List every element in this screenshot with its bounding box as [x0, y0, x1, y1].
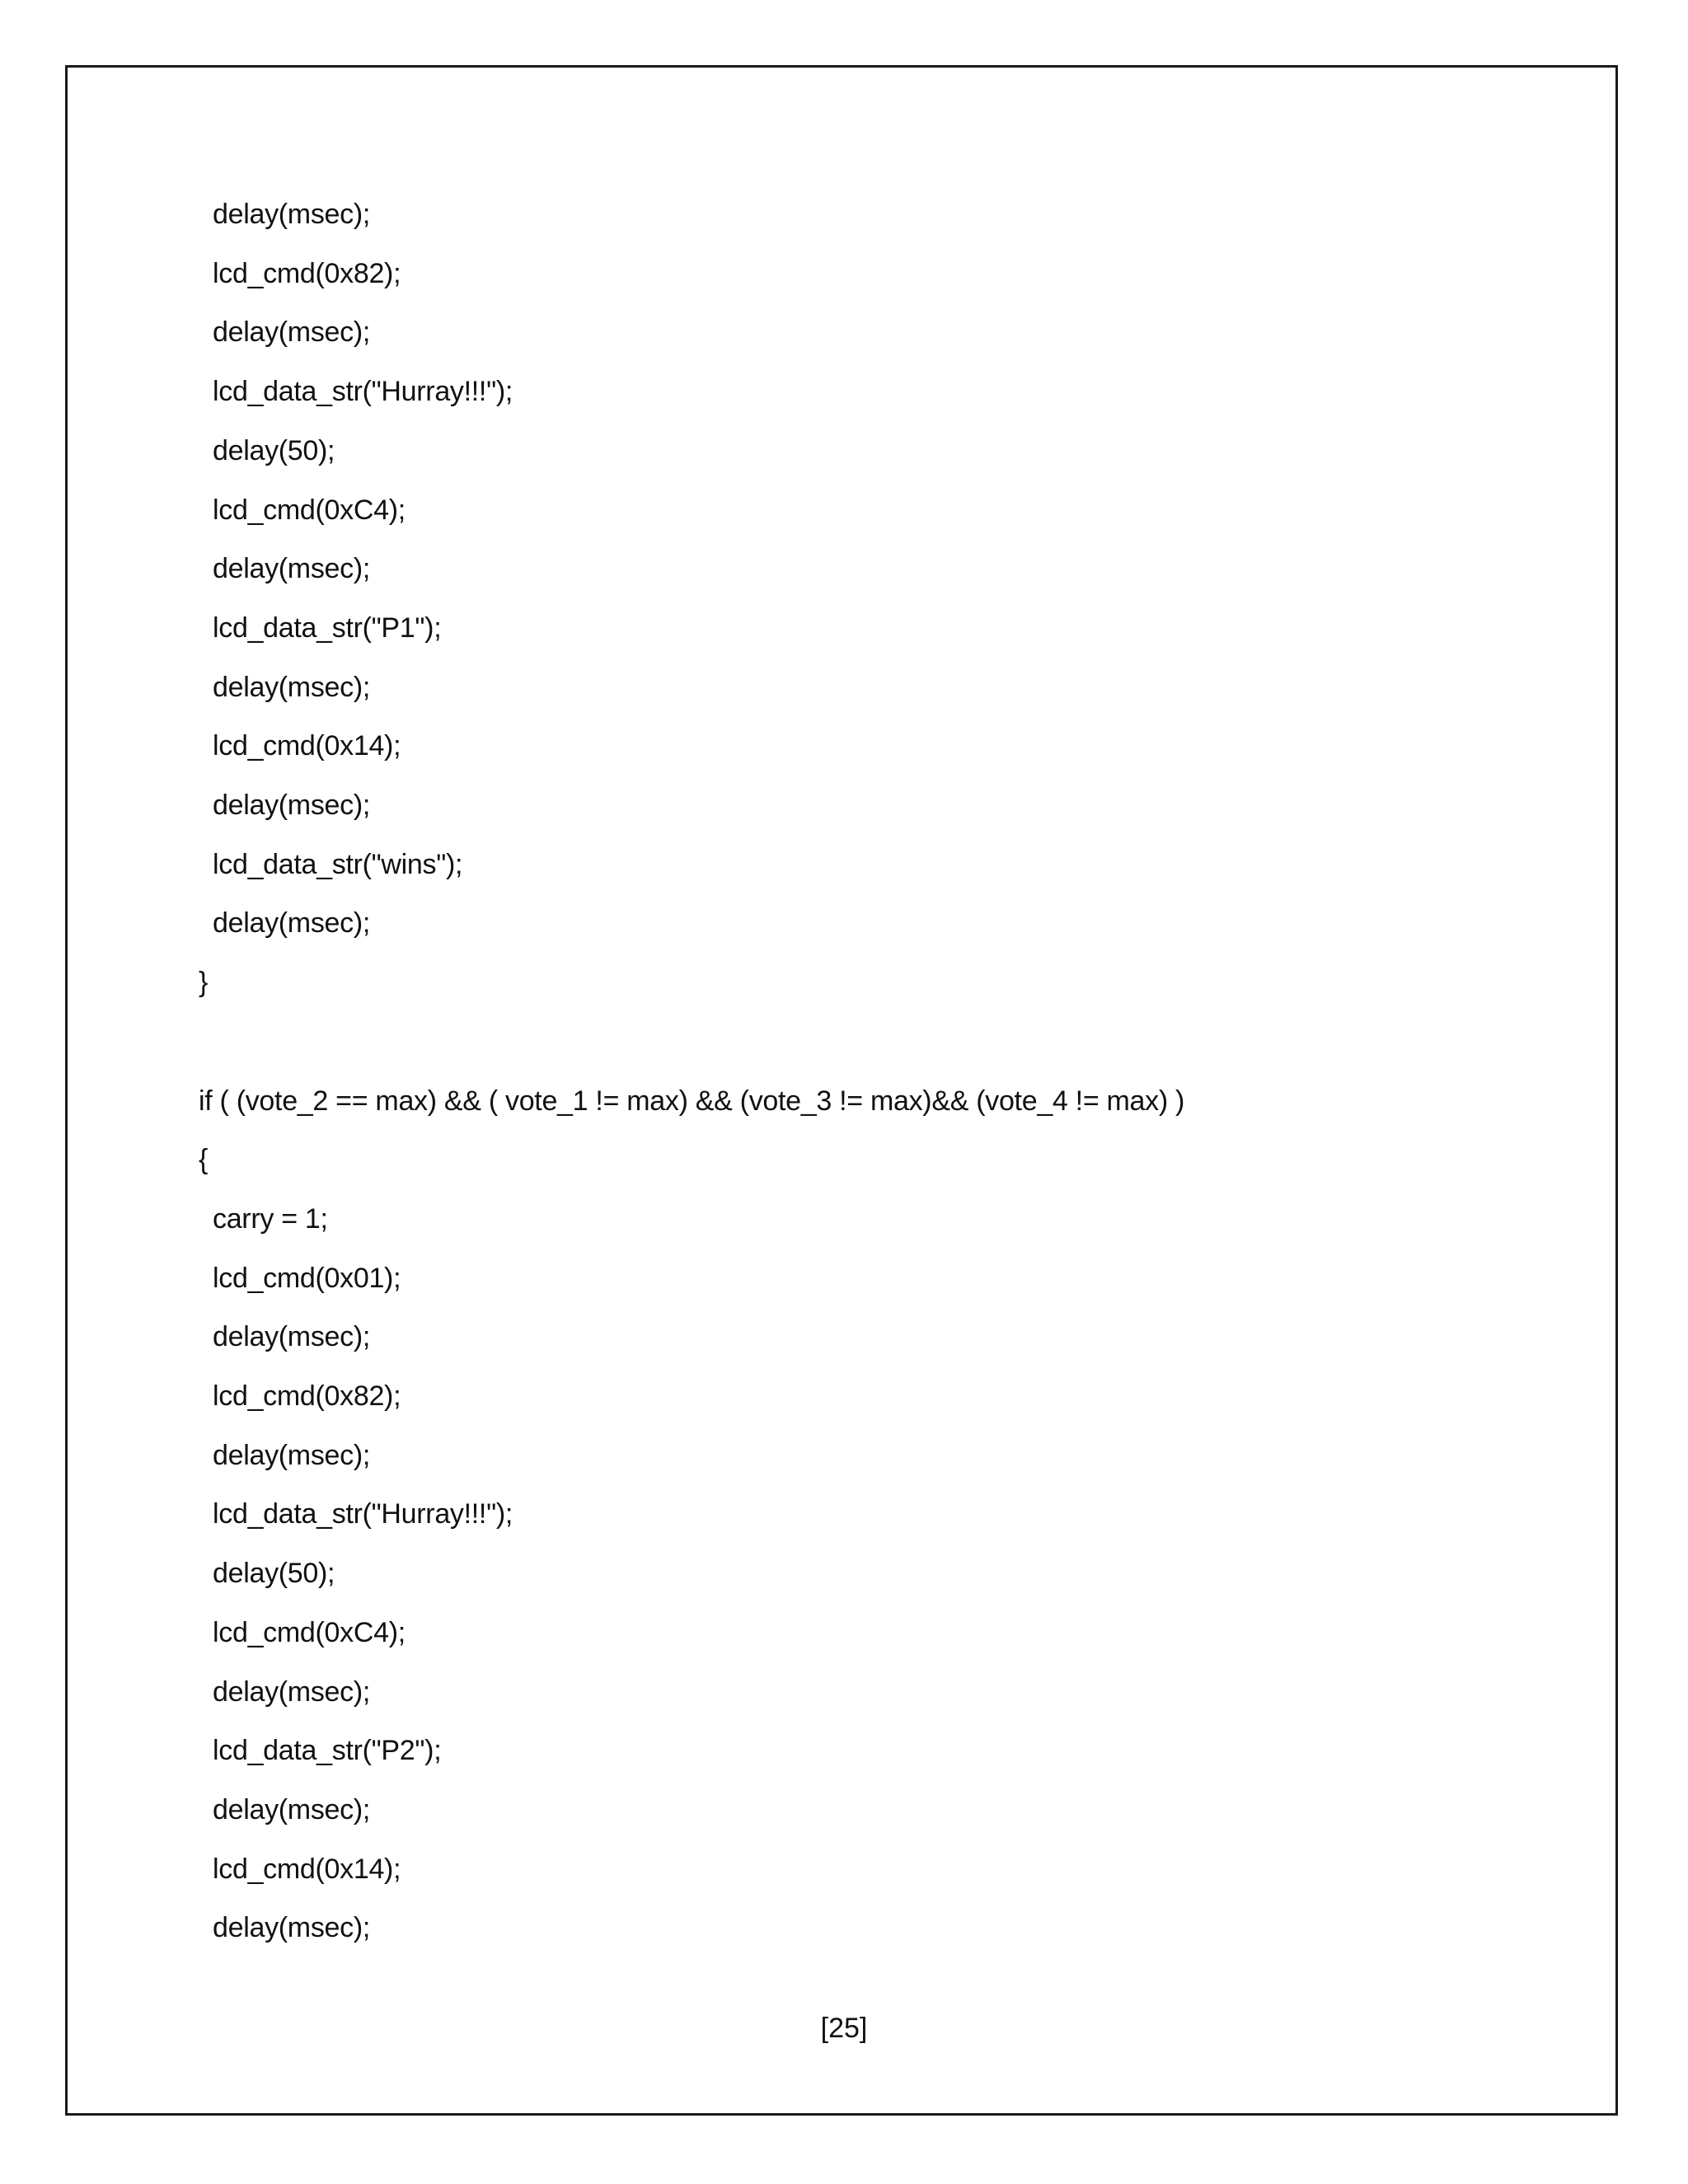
code-line: delay(msec);: [213, 1676, 371, 1708]
code-line: }: [199, 967, 209, 998]
code-line: lcd_cmd(0x82);: [213, 258, 401, 289]
code-line: delay(msec);: [213, 1440, 371, 1471]
code-line: lcd_data_str("Hurray!!!");: [213, 1498, 513, 1530]
code-line: lcd_data_str("wins");: [213, 849, 463, 880]
code-line: delay(50);: [213, 1558, 335, 1589]
code-line: delay(msec);: [213, 199, 371, 230]
code-line: delay(msec);: [213, 672, 371, 703]
code-line: delay(msec);: [213, 1912, 371, 1943]
code-line: delay(50);: [213, 435, 335, 466]
code-line: carry = 1;: [213, 1203, 328, 1235]
code-line: lcd_data_str("P1");: [213, 612, 442, 644]
code-line: {: [199, 1144, 209, 1175]
code-line: delay(msec);: [213, 907, 371, 939]
code-line: lcd_cmd(0x14);: [213, 1854, 401, 1885]
code-line: lcd_cmd(0x82);: [213, 1380, 401, 1412]
code-line: lcd_data_str("Hurray!!!");: [213, 376, 513, 407]
code-line: delay(msec);: [213, 1794, 371, 1825]
code-line: delay(msec);: [213, 1321, 371, 1352]
code-line: delay(msec);: [213, 316, 371, 348]
code-line: lcd_cmd(0xC4);: [213, 494, 406, 526]
page-number: [25]: [820, 2013, 868, 2044]
code-line: lcd_cmd(0xC4);: [213, 1617, 406, 1648]
code-line: if ( (vote_2 == max) && ( vote_1 != max) && (vote_3 != max)&& (vote_4 != max) ): [199, 1085, 1185, 1117]
code-line: delay(msec);: [213, 790, 371, 821]
code-line: lcd_cmd(0x01);: [213, 1263, 401, 1294]
code-line: delay(msec);: [213, 553, 371, 584]
code-line: lcd_data_str("P2");: [213, 1735, 442, 1766]
code-line: lcd_cmd(0x14);: [213, 730, 401, 762]
